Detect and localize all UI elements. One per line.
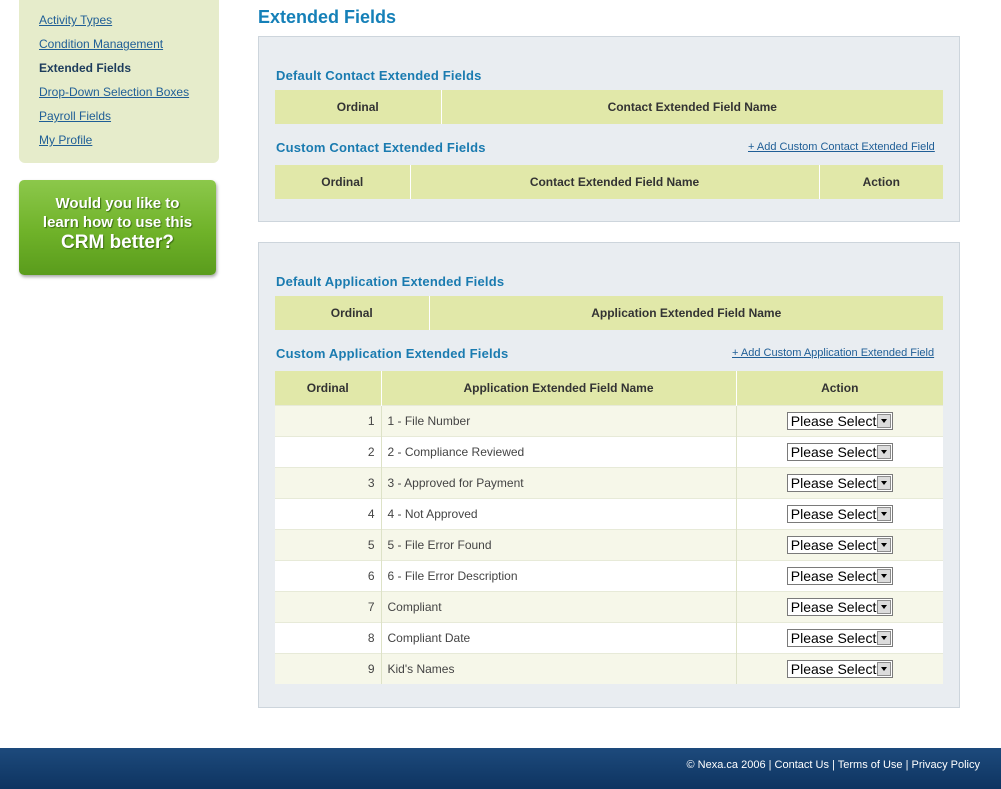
column-header-field-name[interactable]: Contact Extended Field Name xyxy=(410,165,819,199)
row-ordinal: 2 xyxy=(275,437,381,468)
row-field-name: 5 - File Error Found xyxy=(381,530,736,561)
row-ordinal: 1 xyxy=(275,406,381,437)
custom-application-fields-title: Custom Application Extended Fields xyxy=(276,346,509,361)
chevron-down-icon[interactable] xyxy=(877,507,891,521)
table-row xyxy=(275,623,943,654)
sidebar-nav xyxy=(19,0,219,163)
sidebar-item-activity-types[interactable]: Activity Types xyxy=(39,13,113,27)
table-row xyxy=(275,592,943,623)
footer-terms-of-use-link[interactable]: Terms of Use xyxy=(837,759,903,771)
default-contact-fields-title: Default Contact Extended Fields xyxy=(276,68,482,83)
row-ordinal: 7 xyxy=(275,592,381,623)
row-ordinal: 3 xyxy=(275,468,381,499)
sidebar-item-drop-down-selection-boxes[interactable]: Drop-Down Selection Boxes xyxy=(39,85,190,99)
page-title: Extended Fields xyxy=(258,7,397,27)
chevron-down-icon[interactable] xyxy=(877,476,891,490)
custom-contact-fields-table xyxy=(275,165,943,199)
row-ordinal: 4 xyxy=(275,499,381,530)
footer-links xyxy=(687,759,980,771)
promo-line-2: learn how to use this xyxy=(42,214,193,231)
column-header-ordinal[interactable]: Ordinal xyxy=(275,296,429,330)
action-select-value: Please Select xyxy=(790,475,877,491)
default-application-fields-table xyxy=(275,296,943,330)
table-row xyxy=(275,654,943,685)
add-custom-contact-field-link[interactable]: + Add Custom Contact Extended Field xyxy=(748,141,935,153)
action-select[interactable] xyxy=(787,660,893,678)
action-select[interactable] xyxy=(787,505,893,523)
table-row xyxy=(275,468,943,499)
action-select[interactable] xyxy=(787,536,893,554)
add-custom-application-field-link[interactable]: + Add Custom Application Extended Field xyxy=(732,347,935,359)
action-select[interactable] xyxy=(787,474,893,492)
default-contact-fields-table xyxy=(275,90,943,124)
row-ordinal: 5 xyxy=(275,530,381,561)
column-header-ordinal[interactable]: Ordinal xyxy=(275,371,381,406)
row-field-name: 2 - Compliance Reviewed xyxy=(381,437,736,468)
table-row xyxy=(275,561,943,592)
chevron-down-icon[interactable] xyxy=(877,662,891,676)
chevron-down-icon[interactable] xyxy=(877,538,891,552)
chevron-down-icon[interactable] xyxy=(877,600,891,614)
row-field-name: Kid's Names xyxy=(381,654,736,685)
footer-contact-us-link[interactable]: Contact Us xyxy=(774,759,829,771)
action-select[interactable] xyxy=(787,443,893,461)
row-field-name: 1 - File Number xyxy=(381,406,736,437)
action-select-value: Please Select xyxy=(790,444,877,460)
action-select-value: Please Select xyxy=(790,413,877,429)
column-header-ordinal[interactable]: Ordinal xyxy=(275,90,441,124)
sidebar-item-payroll-fields[interactable]: Payroll Fields xyxy=(39,109,112,123)
row-field-name: 6 - File Error Description xyxy=(381,561,736,592)
chevron-down-icon[interactable] xyxy=(877,445,891,459)
action-select-value: Please Select xyxy=(790,568,877,584)
action-select-value: Please Select xyxy=(790,661,877,677)
sidebar-item-my-profile[interactable]: My Profile xyxy=(39,133,93,147)
custom-contact-fields-title: Custom Contact Extended Fields xyxy=(276,140,486,155)
sidebar-item-extended-fields[interactable]: Extended Fields xyxy=(39,61,132,75)
action-select[interactable] xyxy=(787,567,893,585)
footer-separator: | xyxy=(828,759,838,771)
action-select-value: Please Select xyxy=(790,599,877,615)
action-select[interactable] xyxy=(787,629,893,647)
column-header-action: Action xyxy=(819,165,943,199)
row-field-name: 3 - Approved for Payment xyxy=(381,468,736,499)
table-row xyxy=(275,530,943,561)
action-select-value: Please Select xyxy=(790,506,877,522)
table-row xyxy=(275,406,943,437)
sidebar-item-condition-management[interactable]: Condition Management xyxy=(39,37,164,51)
application-extended-fields-panel xyxy=(258,242,960,708)
promo-line-1: Would you like to xyxy=(55,195,180,212)
chevron-down-icon[interactable] xyxy=(877,569,891,583)
default-application-fields-title: Default Application Extended Fields xyxy=(276,274,505,289)
chevron-down-icon[interactable] xyxy=(877,414,891,428)
page-footer xyxy=(0,748,1001,789)
action-select-value: Please Select xyxy=(790,537,877,553)
row-ordinal: 6 xyxy=(275,561,381,592)
table-row xyxy=(275,499,943,530)
column-header-ordinal[interactable]: Ordinal xyxy=(275,165,410,199)
crm-training-promo-banner[interactable] xyxy=(19,180,216,275)
row-ordinal: 8 xyxy=(275,623,381,654)
column-header-field-name[interactable]: Application Extended Field Name xyxy=(381,371,736,406)
footer-separator: | xyxy=(902,759,912,771)
action-select[interactable] xyxy=(787,598,893,616)
footer-privacy-policy-link[interactable]: Privacy Policy xyxy=(911,759,980,771)
custom-application-fields-table xyxy=(275,371,943,684)
column-header-field-name[interactable]: Application Extended Field Name xyxy=(429,296,943,330)
footer-separator: | xyxy=(765,759,775,771)
contact-extended-fields-panel xyxy=(258,36,960,222)
sidebar-menu xyxy=(19,0,219,156)
row-ordinal: 9 xyxy=(275,654,381,685)
column-header-field-name[interactable]: Contact Extended Field Name xyxy=(441,90,943,124)
column-header-action: Action xyxy=(736,371,943,406)
promo-line-3: CRM better? xyxy=(61,232,174,253)
table-row xyxy=(275,437,943,468)
row-field-name: Compliant xyxy=(381,592,736,623)
row-field-name: 4 - Not Approved xyxy=(381,499,736,530)
footer-copyright: © Nexa.ca 2006 xyxy=(686,759,766,771)
chevron-down-icon[interactable] xyxy=(877,631,891,645)
action-select[interactable] xyxy=(787,412,893,430)
row-field-name: Compliant Date xyxy=(381,623,736,654)
action-select-value: Please Select xyxy=(790,630,877,646)
